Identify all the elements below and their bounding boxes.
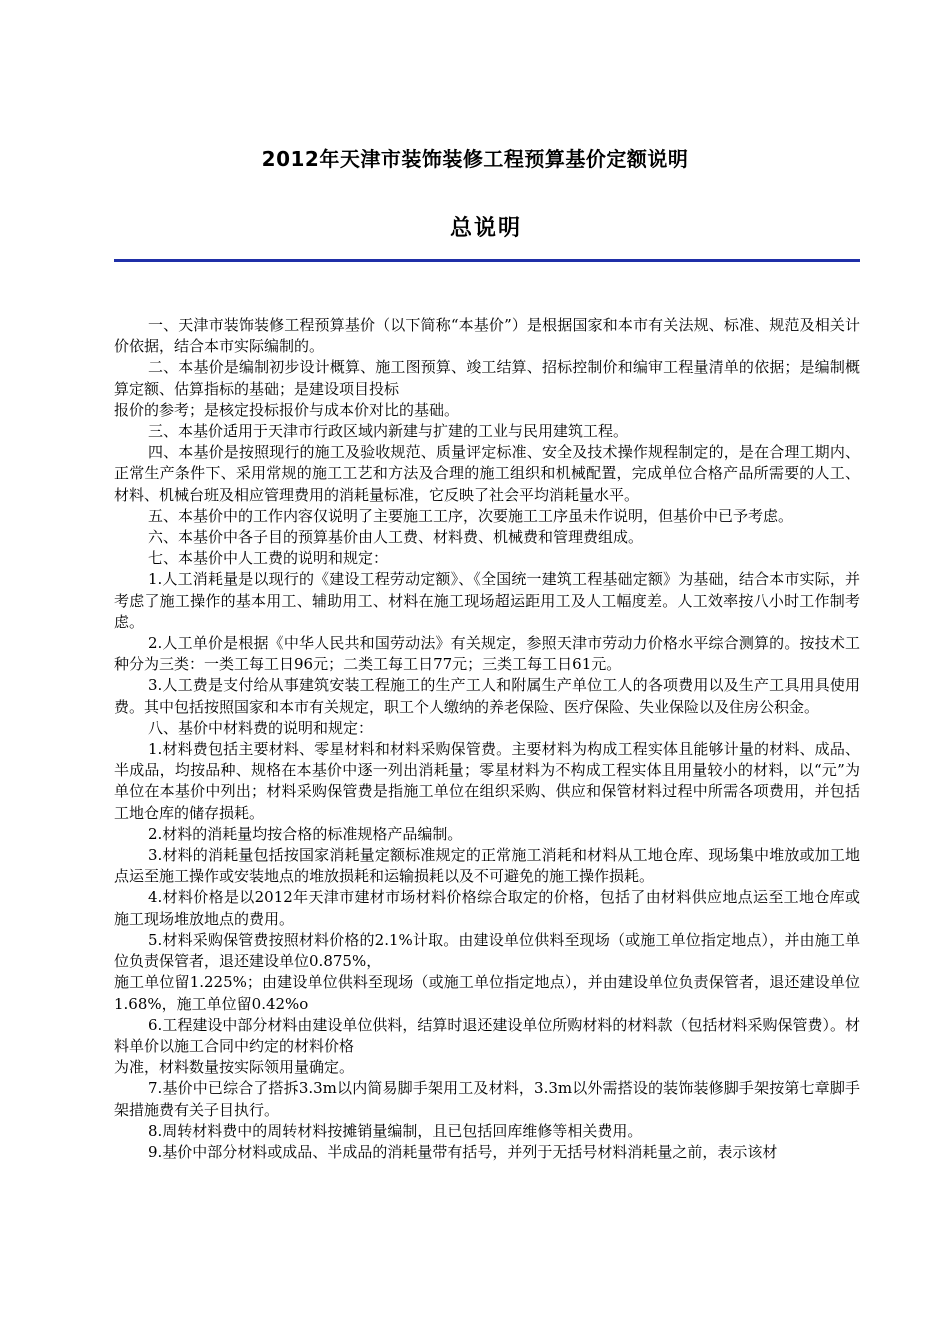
paragraph: 五、本基价中的工作内容仅说明了主要施工工序，次要施工工序虽未作说明，但基价中已予考虑。: [148, 506, 794, 525]
paragraph: 2.人工单价是根据《中华人民共和国劳动法》有关规定，参照天津市劳动力价格水平综合测算的。按技术工种分为三类：一类工每工日96元；二类工每工日77元；三类工每工日61元。: [114, 634, 860, 674]
document-title: 2012年天津市装饰装修工程预算基价定额说明: [261, 147, 689, 171]
paragraph: 一、天津市装饰装修工程预算基价（以下简称“本基价”）是根据国家和本市有关法规、标准、规范及相关计价依据，结合本市实际编制的。: [114, 316, 860, 356]
paragraph: 6.工程建设中部分材料由建设单位供料，结算时退还建设单位所购材料的材料款（包括材料采购保管费）。材料单价以施工合同中约定的材料价格: [114, 1015, 860, 1055]
paragraph: 9.基价中部分材料或成品、半成品的消耗量带有括号，并列于无括号材料消耗量之前，表示该材: [148, 1142, 778, 1161]
paragraph: 四、本基价是按照现行的施工及验收规范、质量评定标准、安全及技术操作规程制定的，是在合理工期内、正常生产条件下、采用常规的施工工艺和方法及合理的施工组织和机械配置，完成单位合格产品所需要的人工、材料、机械台班及相应管理费用的消耗量标准，它反映了社会平均消耗量水平。: [114, 443, 860, 504]
paragraph: 为准，材料数量按实际领用量确定。: [114, 1058, 355, 1077]
paragraph: 三、本基价适用于天津市行政区域内新建与扩建的工业与民用建筑工程。: [148, 422, 629, 441]
paragraph: 施工单位留1.225%；由建设单位供料至现场（或施工单位指定地点），并由建设单位负责保管者，退还建设单位1.68%，施工单位留0.42%o: [114, 973, 860, 1013]
paragraph: 3.人工费是支付给从事建筑安装工程施工的生产工人和附属生产单位工人的各项费用以及生产工具用具使用费。其中包括按照国家和本市有关规定，职工个人缴纳的养老保险、医疗保险、失业保险以及住房公积金。: [114, 676, 860, 716]
paragraph: 3.材料的消耗量包括按国家消耗量定额标准规定的正常施工消耗和材料从工地仓库、现场集中堆放或加工地点运至施工操作或安装地点的堆放损耗和运输损耗以及不可避免的施工操作损耗。: [114, 846, 860, 886]
paragraph: 1.人工消耗量是以现行的《建设工程劳动定额》、《全国统一建筑工程基础定额》为基础，结合本市实际，并考虑了施工操作的基本用工、辅助用工、材料在施工现场超运距用工及人工幅度差。人工效率按八小时工作制考虑。: [114, 570, 860, 631]
paragraph: 8.周转材料费中的周转材料按摊销量编制，且已包括回库维修等相关费用。: [148, 1121, 643, 1140]
paragraph: 4.材料价格是以2012年天津市建材市场材料价格综合取定的价格，包括了由材料供应地点运至工地仓库或施工现场堆放地点的费用。: [114, 888, 860, 928]
paragraph: 六、本基价中各子目的预算基价由人工费、材料费、机械费和管理费组成。: [148, 528, 644, 547]
heading-underline: [114, 259, 860, 262]
document-body: [114, 315, 860, 1163]
paragraph: 1.材料费包括主要材料、零星材料和材料采购保管费。主要材料为构成工程实体且能够计量的材料、成品、半成品，均按品种、规格在本基价中逐一列出消耗量；零星材料为不构成工程实体且用量较小的材料，以“元”为单位在本基价中列出；材料采购保管费是指施工单位在组织采购、供应和保管材料过程中所需各项费用，并包括工地仓库的储存损耗。: [114, 740, 860, 822]
section-heading: 总说明: [449, 216, 522, 241]
paragraph: 八、基价中材料费的说明和规定：: [148, 718, 374, 737]
paragraph: 二、本基价是编制初步设计概算、施工图预算、竣工结算、招标控制价和编审工程量清单的依据；是编制概算定额、估算指标的基础；是建设项目投标: [114, 358, 860, 398]
paragraph: 7.基价中已综合了搭拆3.3m以内简易脚手架用工及材料，3.3m以外需搭设的装饰装修脚手架按第七章脚手架措施费有关子目执行。: [114, 1079, 860, 1119]
paragraph: 5.材料采购保管费按照材料价格的2.1%计取。由建设单位供料至现场（或施工单位指定地点），并由施工单位负责保管者，退还建设单位0.875%，: [114, 930, 860, 971]
paragraph: 七、本基价中人工费的说明和规定：: [148, 549, 389, 568]
paragraph: 报价的参考；是核定投标报价与成本价对比的基础。: [114, 400, 460, 419]
paragraph: 2.材料的消耗量均按合格的标准规格产品编制。: [148, 824, 463, 843]
